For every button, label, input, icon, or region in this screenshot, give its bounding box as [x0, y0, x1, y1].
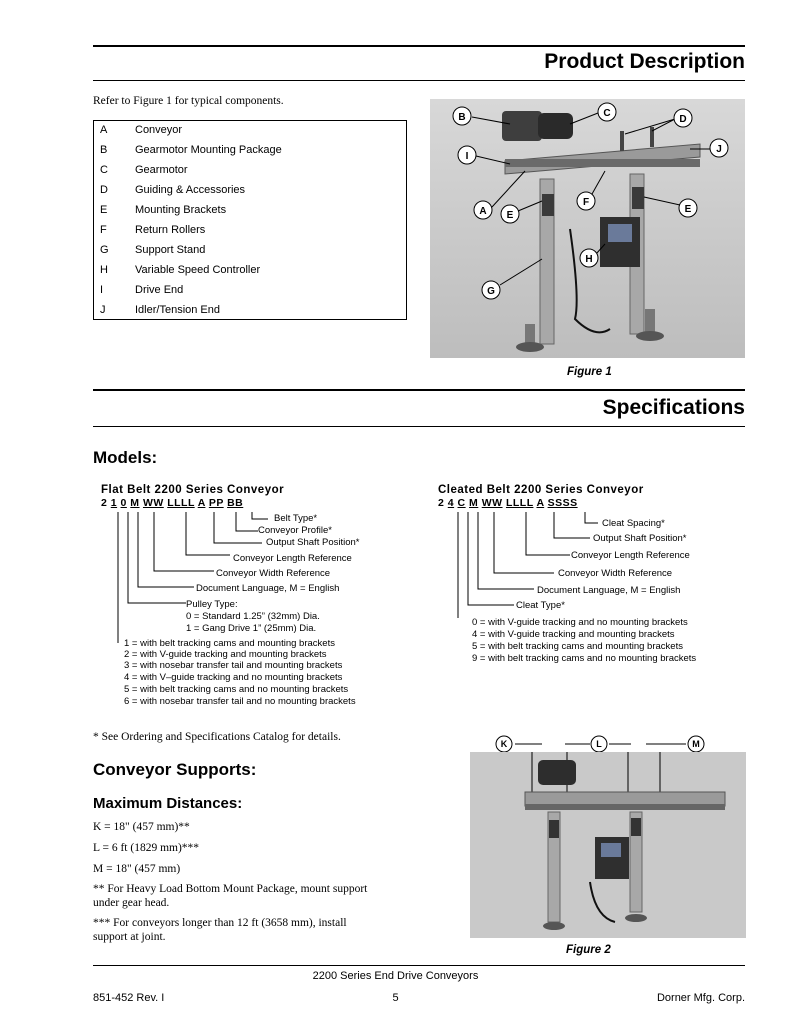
code-digit: LLLL [167, 497, 195, 509]
svg-text:A: A [479, 206, 487, 217]
flat-option-5: 5 = with belt tracking cams and no mounting brackets [124, 684, 349, 695]
callout-m [688, 736, 704, 752]
component-key: A [100, 124, 108, 136]
heavy-load-note-line2: under gear head. [93, 897, 170, 909]
code-digit: M [469, 497, 479, 509]
svg-text:F: F [582, 197, 590, 208]
conveyor-supports-heading: Conveyor Supports: [93, 760, 257, 779]
specifications-title: Specifications [602, 396, 745, 419]
svg-text:L: L [596, 739, 602, 749]
components-table [93, 120, 407, 320]
heavy-load-note-line1: ** For Heavy Load Bottom Mount Package, mount support [93, 883, 368, 895]
long-conveyor-note-line2: support at joint. [93, 931, 166, 943]
flat-width-label: Conveyor Width Reference [216, 568, 331, 579]
cleated-option-4: 4 = with V-guide tracking and mounting brackets [472, 629, 675, 640]
code-digit: 0 [120, 497, 127, 509]
svg-text:D: D [679, 114, 687, 125]
component-label: Mounting Brackets [135, 204, 227, 216]
specifications-underline [93, 426, 745, 427]
models-heading: Models: [93, 448, 158, 467]
svg-text:J: J [716, 144, 722, 155]
table-row [94, 241, 406, 261]
flat-belt-type-label: Belt Type* [274, 513, 318, 524]
component-label: Idler/Tension End [135, 304, 220, 316]
code-digit: 4 [447, 497, 455, 509]
code-digit: WW [481, 497, 503, 509]
maximum-distances-heading: Maximum Distances: [93, 795, 243, 812]
code-digit: A [536, 497, 545, 509]
component-key: E [100, 204, 108, 216]
component-key: D [100, 184, 108, 196]
code-digit: SSSS [547, 497, 578, 509]
code-digit: A [197, 497, 206, 509]
callout-k [496, 736, 512, 752]
flat-option-4: 4 = with V–guide tracking and no mounting brackets [124, 672, 343, 683]
cleated-belt-connector-lines [430, 505, 730, 625]
cleated-language-label: Document Language, M = English [537, 585, 681, 596]
footer-rule [93, 965, 745, 966]
long-conveyor-note-line1: *** For conveyors longer than 12 ft (3658 mm), install [93, 917, 347, 929]
cleat-spacing-label: Cleat Spacing* [602, 518, 665, 529]
svg-text:E: E [506, 210, 514, 221]
footer-document-number: 851-452 Rev. I [93, 992, 165, 1004]
code-digit: 1 [110, 497, 118, 509]
cleated-option-0: 0 = with V-guide tracking and no mounting brackets [472, 617, 688, 628]
code-digit: 2 [438, 497, 445, 509]
distance-m: M = 18" (457 mm) [93, 863, 181, 875]
code-digit: 2 [101, 497, 108, 509]
flat-option-1: 1 = with belt tracking cams and mounting brackets [124, 638, 335, 649]
table-row [94, 221, 406, 241]
product-description-underline [93, 80, 745, 81]
cleated-option-9: 9 = with belt tracking cams and no mounting brackets [472, 653, 697, 664]
figure-2-caption: Figure 2 [566, 944, 611, 956]
flat-pulley-0: 0 = Standard 1.25” (32mm) Dia. [186, 611, 320, 622]
figure-2-photo [470, 752, 746, 938]
component-key: C [100, 164, 108, 176]
component-label: Conveyor [135, 124, 183, 136]
footer-page-number: 5 [392, 992, 399, 1004]
table-row [94, 301, 406, 321]
flat-pulley-title: Pulley Type: [186, 599, 238, 610]
component-label: Guiding & Accessories [135, 184, 246, 196]
component-label: Gearmotor Mounting Package [135, 144, 282, 156]
flat-belt-title: Flat Belt 2200 Series Conveyor [101, 484, 285, 496]
cleated-width-label: Conveyor Width Reference [558, 568, 673, 579]
flat-length-label: Conveyor Length Reference [233, 553, 352, 564]
component-key: F [100, 224, 107, 236]
ordering-footnote: * See Ordering and Specifications Catalog for details. [93, 731, 341, 743]
footer-company: Dorner Mfg. Corp. [656, 992, 745, 1004]
flat-option-6: 6 = with nosebar transfer tail and no mounting brackets [124, 696, 356, 707]
table-row [94, 121, 406, 141]
table-row [94, 141, 406, 161]
svg-text:H: H [585, 254, 593, 265]
table-row [94, 181, 406, 201]
flat-option-3: 3 = with nosebar transfer tail and mounting brackets [124, 660, 343, 671]
footer-title: 2200 Series End Drive Conveyors [312, 970, 479, 982]
component-key: H [100, 264, 108, 276]
component-key: J [100, 304, 106, 316]
svg-text:C: C [603, 108, 611, 119]
top-rule [93, 45, 745, 47]
flat-language-label: Document Language, M = English [196, 583, 340, 594]
code-digit: C [457, 497, 466, 509]
component-label: Support Stand [135, 244, 206, 256]
component-label: Return Rollers [135, 224, 206, 236]
table-row [94, 201, 406, 221]
component-key: G [100, 244, 109, 256]
cleated-output-shaft-label: Output Shaft Position* [593, 533, 687, 544]
component-key: I [100, 284, 104, 296]
code-digit: BB [227, 497, 244, 509]
svg-text:E: E [684, 204, 692, 215]
flat-pulley-1: 1 = Gang Drive 1” (25mm) Dia. [186, 623, 317, 634]
cleated-length-label: Conveyor Length Reference [571, 550, 690, 561]
conveyor-photo-illustration [430, 99, 745, 358]
figure-1-photo [430, 99, 745, 358]
flat-option-2: 2 = with V-guide tracking and mounting brackets [124, 649, 327, 660]
figure-1-caption: Figure 1 [567, 366, 612, 378]
svg-text:I: I [465, 151, 469, 162]
product-description-title: Product Description [544, 50, 745, 73]
code-digit: WW [142, 497, 164, 509]
table-row [94, 261, 406, 281]
svg-text:B: B [458, 112, 466, 123]
distance-l: L = 6 ft (1829 mm)*** [93, 842, 200, 854]
svg-text:M: M [692, 739, 700, 749]
flat-output-shaft-label: Output Shaft Position* [266, 537, 360, 548]
table-row [94, 161, 406, 181]
code-digit: PP [208, 497, 224, 509]
conveyor-supports-illustration [470, 752, 746, 938]
flat-profile-label: Conveyor Profile* [258, 525, 332, 536]
intro-text: Refer to Figure 1 for typical components. [93, 95, 284, 107]
component-label: Gearmotor [135, 164, 188, 176]
specifications-top-rule [93, 389, 745, 391]
code-digit: LLLL [505, 497, 534, 509]
cleated-option-5: 5 = with belt tracking cams and mounting brackets [472, 641, 683, 652]
component-key: B [100, 144, 108, 156]
distance-k: K = 18" (457 mm)** [93, 821, 190, 833]
table-row [94, 281, 406, 301]
code-digit: M [130, 497, 140, 509]
component-label: Drive End [135, 284, 184, 296]
svg-text:K: K [500, 739, 508, 749]
component-label: Variable Speed Controller [135, 264, 261, 276]
callout-l [591, 736, 607, 752]
cleated-belt-title: Cleated Belt 2200 Series Conveyor [438, 484, 644, 496]
svg-text:G: G [487, 286, 495, 297]
cleat-type-label: Cleat Type* [516, 600, 565, 611]
